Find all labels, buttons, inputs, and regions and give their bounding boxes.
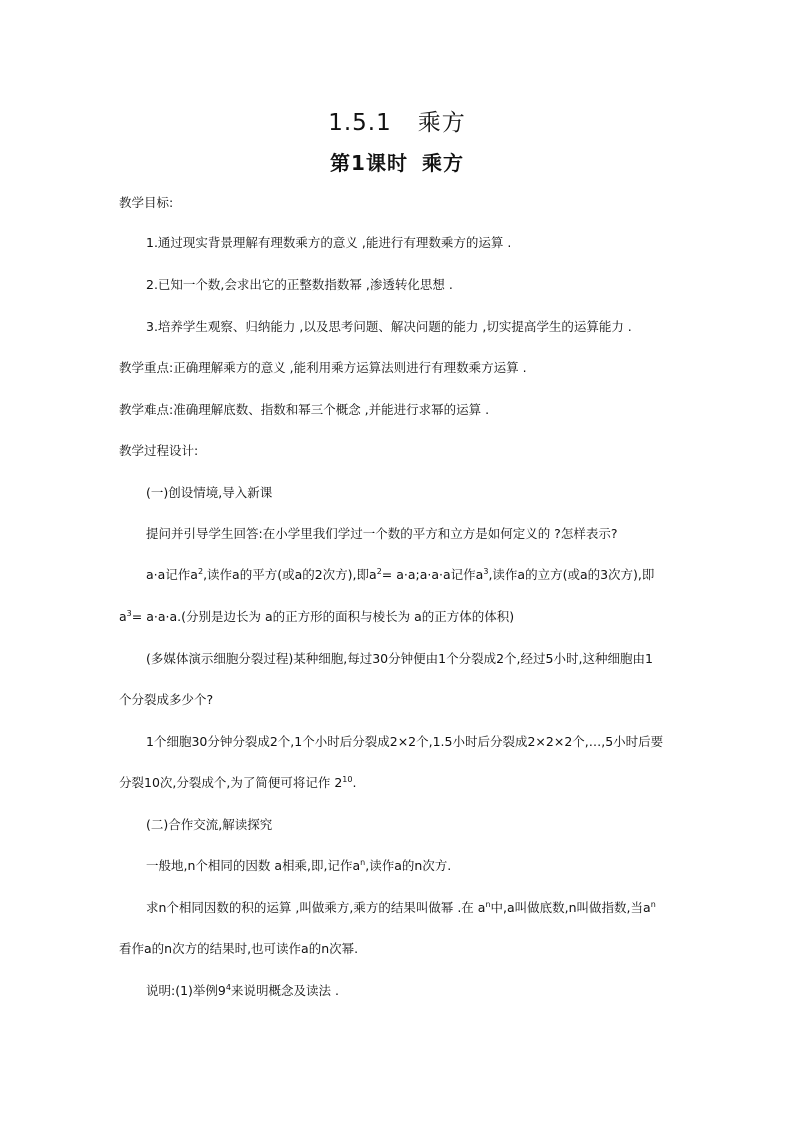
paragraph: 求n个相同因数的积的运算 ,叫做乘方,乘方的结果叫做幂 .在 $a^n$中,a叫做底数,n叫做指数,当$a^n$ — [146, 900, 656, 915]
objective-3: 3.培养学生观察、归纳能力 ,以及思考问题、解决问题的能力 ,切实提高学生的运算能力 . — [146, 319, 632, 334]
section-number: 1.5.1 — [328, 110, 392, 136]
section-heading-1: (一)创设情境,导入新课 — [146, 485, 273, 500]
paragraph: 个分裂成多少个? — [119, 692, 214, 707]
paragraph: a·a记作$a^2$,读作a的平方(或a的2次方),即$a^2=$ a·a;a·a·a记作$a^3$,读作a的立方(或a的3次方),即 — [146, 567, 655, 582]
paragraph: 看作a的n次方的结果时,也可读作a的n次幂. — [119, 941, 359, 956]
paragraph: 说明:(1)举例$9^4$来说明概念及读法 . — [146, 983, 339, 998]
section-name: 乘方 — [417, 110, 466, 136]
paragraph: 提问并引导学生回答:在小学里我们学过一个数的平方和立方是如何定义的 ?怎样表示? — [146, 526, 618, 541]
paragraph: 一般地,n个相同的因数 a相乘,即,记作$a^n$,读作a的n次方. — [146, 858, 452, 873]
objectives-heading: 教学目标: — [119, 195, 174, 210]
section-heading-2: (二)合作交流,解读探究 — [146, 817, 273, 832]
lesson-title — [0, 147, 794, 176]
key-points: 教学重点:正确理解乘方的意义 ,能利用乘方运算法则进行有理数乘方运算 . — [119, 360, 527, 375]
difficult-points: 教学难点:准确理解底数、指数和幂三个概念 ,并能进行求幂的运算 . — [119, 402, 490, 417]
lesson-number: 第1课时 — [330, 151, 408, 175]
lesson-name: 乘方 — [421, 151, 464, 175]
objective-1: 1.通过现实背景理解有理数乘方的意义 ,能进行有理数乘方的运算 . — [146, 235, 512, 250]
paragraph: (多媒体演示细胞分裂过程)某种细胞,每过30分钟便由1个分裂成2个,经过5小时,这种细胞由1 — [146, 651, 653, 666]
objective-2: 2.已知一个数,会求出它的正整数指数幂 ,渗透转化思想 . — [146, 277, 453, 292]
paragraph: 分裂10次,分裂成个,为了简便可将记作 $2^{10}$. — [119, 775, 357, 790]
process-heading: 教学过程设计: — [119, 443, 199, 458]
paragraph: 1个细胞30分钟分裂成2个,1个小时后分裂成2×2个,1.5小时后分裂成2×2×2个,…,5小时后要 — [146, 734, 664, 749]
paragraph: $a^3= a\cdot a\cdot a$.(分别是边长为 a的正方形的面积与棱长为 a的正方体的体积) — [119, 609, 515, 624]
section-title — [0, 104, 794, 137]
